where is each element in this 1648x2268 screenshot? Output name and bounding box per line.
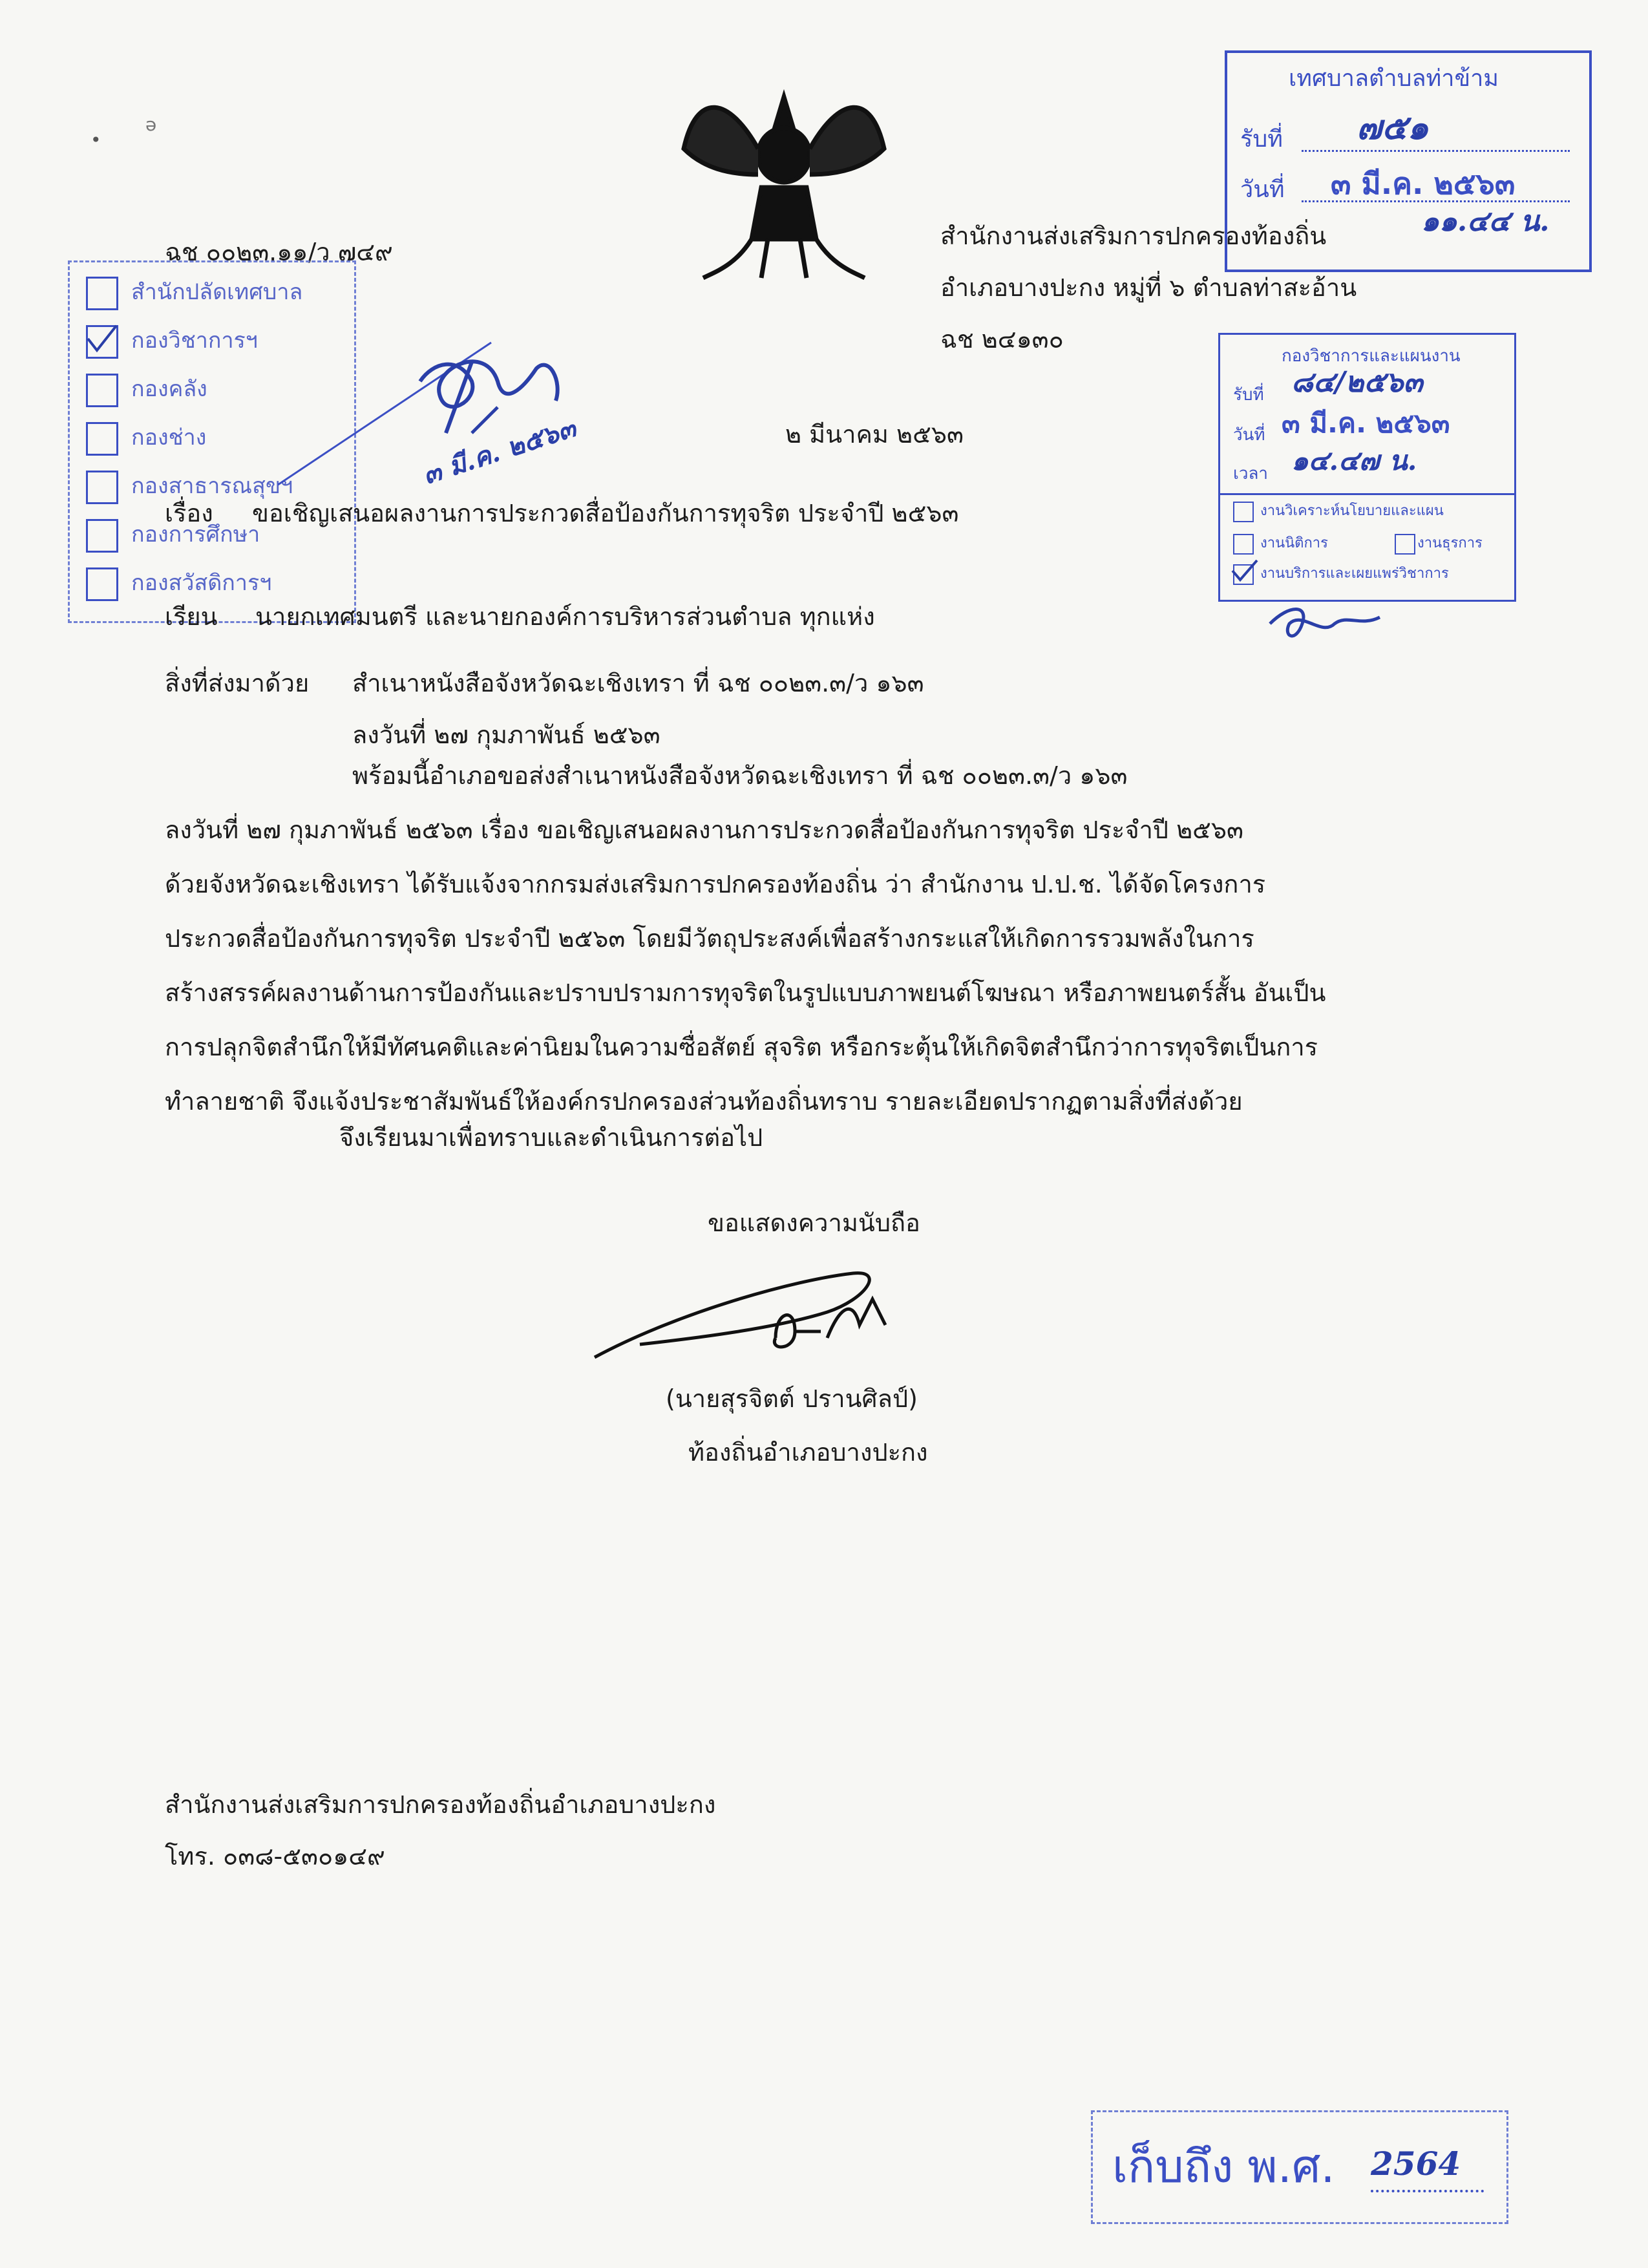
office-line-2: อำเภอบางปะกง หมู่ที่ ๖ ตำบลท่าสะอ้าน [940, 273, 1357, 302]
routing-item: กองการศึกษา [131, 522, 260, 547]
division-stamp-recv-value: ๘๔/๒๕๖๓ [1291, 366, 1423, 399]
division-stamp-recv-label: รับที่ [1233, 385, 1264, 405]
routing-item: กองสาธารณสุขฯ [131, 473, 293, 499]
division-stamp-org: กองวิชาการและแผนงาน [1282, 346, 1461, 366]
received-stamp-recv-label: รับที่ [1240, 126, 1283, 153]
checkbox [86, 277, 118, 310]
received-stamp-org: เทศบาลตำบลท่าข้าม [1289, 65, 1499, 92]
body-line: พร้อมนี้อำเภอขอส่งสำเนาหนังสือจังหวัดฉะเชิงเทรา ที่ ฉช ๐๐๒๓.๓/ว ๑๖๓ [352, 761, 1128, 790]
checkbox [86, 422, 118, 456]
footer-phone: โทร. ๐๓๘-๕๓๐๑๔๙ [165, 1842, 385, 1871]
checkbox [1233, 534, 1254, 555]
checkbox [1233, 502, 1254, 522]
archive-stamp-label: เก็บถึง พ.ศ. [1112, 2140, 1335, 2193]
checkbox [86, 567, 118, 601]
signature [582, 1241, 982, 1377]
division-stamp [1218, 333, 1516, 602]
division-stamp-date-value: ๓ มี.ค. ๒๕๖๓ [1282, 407, 1450, 439]
check-mark-icon [84, 322, 120, 357]
enclosure-line-1: สำเนาหนังสือจังหวัดฉะเชิงเทรา ที่ ฉช ๐๐๒๓.๓/ว ๑๖๓ [352, 669, 924, 697]
dotted-line [1302, 150, 1570, 152]
handwritten-initials [1263, 598, 1393, 650]
signer-name: (นายสุรจิตต์ ปรานศิลป์) [666, 1384, 918, 1413]
checkbox [1395, 534, 1415, 555]
archive-stamp [1091, 2110, 1508, 2224]
body-line: ประกวดสื่อป้องกันการทุจริต ประจำปี ๒๕๖๓ โดยมีวัตถุประสงค์เพื่อสร้างกระแสให้เกิดการรวมพลังในการ [165, 924, 1254, 953]
received-stamp [1225, 50, 1592, 272]
received-stamp-recv-value: ๗๕๑ [1357, 108, 1429, 147]
check-mark-icon [1230, 558, 1259, 584]
recipient: นายกเทศมนตรี และนายกองค์การบริหารส่วนตำบล ทุกแห่ง [255, 602, 875, 631]
routing-date-note: ๓ มี.ค. ๒๕๖๓ [419, 412, 580, 491]
office-line-3: ฉช ๒๔๑๓๐ [940, 325, 1064, 354]
enclosure-line-2: ลงวันที่ ๒๗ กุมภาพันธ์ ๒๕๖๓ [352, 721, 660, 749]
received-stamp-date-label: วันที่ [1240, 176, 1285, 203]
division-option: งานธุรการ [1417, 535, 1483, 551]
routing-item: กองคลัง [131, 376, 207, 402]
divider [1220, 493, 1514, 495]
body-line: การปลุกจิตสำนึกให้มีทัศนคติและค่านิยมในความซื่อสัตย์ สุจริต หรือกระตุ้นให้เกิดจิตสำนึกว่าการทุจริตเป็นการ [165, 1033, 1318, 1061]
routing-item: กองช่าง [131, 425, 207, 450]
routing-item: กองสวัสดิการฯ [131, 570, 272, 596]
checkbox [86, 374, 118, 407]
division-stamp-time-value: ๑๔.๔๗ น. [1291, 445, 1417, 476]
closing: จึงเรียนมาเพื่อทราบและดำเนินการต่อไป [339, 1123, 763, 1152]
enclosure-label: สิ่งที่ส่งมาด้วย [165, 669, 310, 697]
division-option: งานวิเคราะห์นโยบายและแผน [1260, 503, 1444, 519]
checkbox [86, 519, 118, 553]
subject-label: เรื่อง [165, 499, 213, 527]
signer-title: ท้องถิ่นอำเภอบางปะกง [688, 1438, 928, 1467]
body-line: ด้วยจังหวัดฉะเชิงเทรา ได้รับแจ้งจากกรมส่งเสริมการปกครองท้องถิ่น ว่า สำนักงาน ป.ป.ช. ได้จัดโครงการ [165, 870, 1266, 898]
regards: ขอแสดงความนับถือ [708, 1209, 920, 1237]
division-option: งานบริการและเผยแพร่วิชาการ [1260, 566, 1449, 582]
letter-date: ๒ มีนาคม ๒๕๖๓ [785, 420, 964, 449]
division-option: งานนิติการ [1260, 535, 1328, 551]
garuda-emblem [677, 71, 891, 291]
division-stamp-time-label: เวลา [1233, 464, 1269, 483]
body-line: ลงวันที่ ๒๗ กุมภาพันธ์ ๒๕๖๓ เรื่อง ขอเชิญเสนอผลงานการประกวดสื่อป้องกันการทุจริต ประจำปี ๒๕๖๓ [165, 816, 1244, 844]
body-line: สร้างสรรค์ผลงานด้านการป้องกันและปราบปรามการทุจริตในรูปแบบภาพยนต์โฆษณา หรือภาพยนตร์สั้น อันเป็น [165, 979, 1326, 1007]
doc-number: ฉช ๐๐๒๓.๑๑/ว ๗๔๙ [165, 238, 393, 266]
archive-stamp-year: 2564 [1371, 2145, 1461, 2183]
dotted-line [1371, 2190, 1484, 2192]
received-stamp-time-value: ๑๑.๔๔ น. [1421, 205, 1550, 238]
to-label: เรียน [165, 602, 218, 631]
footer-office: สำนักงานส่งเสริมการปกครองท้องถิ่นอำเภอบางปะกง [165, 1790, 716, 1819]
subject: ขอเชิญเสนอผลงานการประกวดสื่อป้องกันการทุจริต ประจำปี ๒๕๖๓ [252, 499, 959, 527]
routing-item: สำนักปลัดเทศบาล [131, 279, 303, 305]
division-stamp-date-label: วันที่ [1233, 425, 1265, 445]
margin-mark: • [90, 129, 101, 151]
checkbox [86, 471, 118, 504]
office-line-1: สำนักงานส่งเสริมการปกครองท้องถิ่น [940, 222, 1327, 250]
margin-mark: ə [145, 114, 157, 135]
received-stamp-date-value: ๓ มี.ค. ๒๕๖๓ [1331, 166, 1516, 201]
routing-item: กองวิชาการฯ [131, 328, 258, 354]
body-line: ทำลายชาติ จึงแจ้งประชาสัมพันธ์ให้องค์กรปกครองส่วนท้องถิ่นทราบ รายละเอียดปรากฏตามสิ่งที่ส่งด้วย [165, 1087, 1243, 1116]
